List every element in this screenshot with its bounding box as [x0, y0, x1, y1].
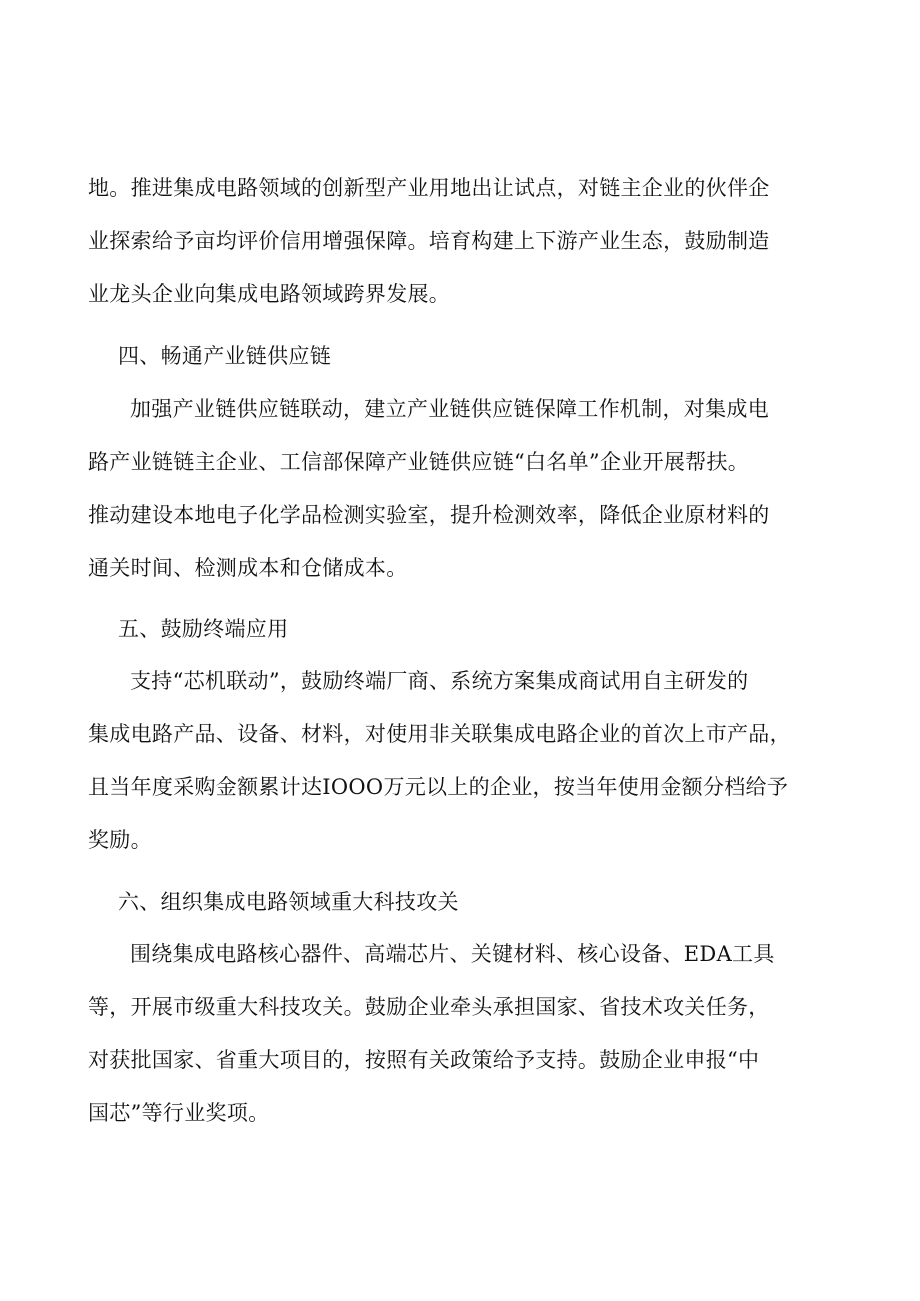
paragraph-line: 业龙头企业向集成电路领域跨界发展。 — [88, 282, 451, 306]
paragraph-line: 通关时间、检测成本和仓储成本。 — [88, 556, 408, 580]
paragraph-line: 奖励。 — [88, 828, 152, 852]
paragraph-line: 围绕集成电路核心器件、高端芯片、关键材料、核心设备、EDA工具 — [130, 942, 775, 966]
paragraph-line: 国芯”等行业奖项。 — [88, 1101, 270, 1125]
section-heading: 五、鼓励终端应用 — [118, 617, 289, 641]
paragraph-line: 地。推进集成电路领域的创新型产业用地出让试点，对链主企业的伙伴企 — [88, 176, 770, 200]
paragraph-line: 集成电路产品、设备、材料，对使用非关联集成电路企业的首次上市产品， — [88, 722, 791, 746]
paragraph-line: 支持“芯机联动”，鼓励终端厂商、系统方案集成商试用自主研发的 — [130, 669, 749, 693]
paragraph-line: 对获批国家、省重大项目的，按照有关政策给予支持。鼓励企业申报“中 — [88, 1048, 760, 1072]
paragraph-line: 等，开展市级重大科技攻关。鼓励企业牵头承担国家、省技术攻关任务， — [88, 995, 770, 1019]
paragraph-line: 且当年度采购金额累计达IOOO万元以上的企业，按当年使用金额分档给予 — [88, 775, 789, 799]
section-heading: 四、畅通产业链供应链 — [118, 344, 331, 368]
paragraph-line: 加强产业链供应链联动，建立产业链供应链保障工作机制，对集成电 — [130, 397, 769, 421]
paragraph-line: 路产业链链主企业、工信部保障产业链供应链“白名单”企业开展帮扶。 — [88, 450, 750, 474]
paragraph-line: 业探索给予亩均评价信用增强保障。培育构建上下游产业生态，鼓励制造 — [88, 229, 770, 253]
section-heading: 六、组织集成电路领域重大科技攻关 — [118, 890, 459, 914]
paragraph-line: 推动建设本地电子化学品检测实验室，提升检测效率，降低企业原材料的 — [88, 503, 770, 527]
